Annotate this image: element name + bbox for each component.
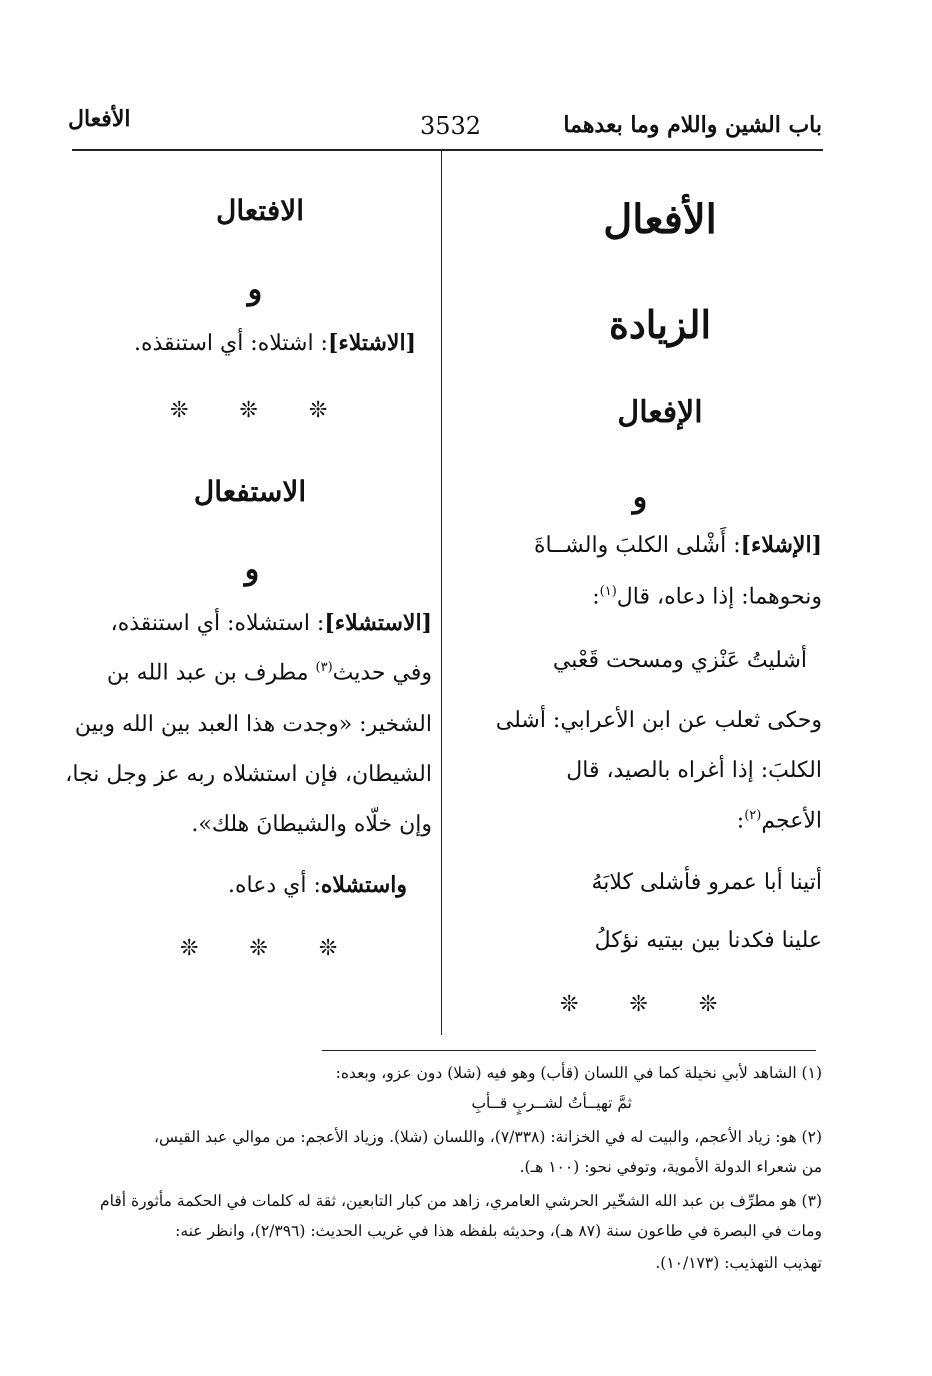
footnote-3-cont-2: تهذيب التهذيب: (١٠/١٧٣). [655,1254,822,1272]
right-para-line-3-end: : [736,808,745,834]
right-waw: و [632,480,648,515]
right-para-line-3 [737,808,822,833]
footnote-ref-1: (١) [599,584,617,599]
left-line-2-end: مطرف بن عبد الله بن [106,660,309,686]
verse-2: أتينا أبا عمرو فأشلى كلابَهُ [591,870,822,895]
right-title-afaal: الأفعال [603,196,717,243]
right-line-2 [592,584,822,609]
footnote-1-verse: ثمَّ تهيــأتُ لشــربٍ قــأبِ [471,1094,632,1112]
right-line-2-text: ونحوهما: إذا دعاه، قال [616,584,822,610]
left-stars-divider-1: ❊ ❊ ❊ [170,398,350,423]
running-head-right: باب الشين واللام وما بعدهما [563,112,822,138]
left-line-4: الشيطان، فإن استشلاه ربه عز وجل نجا، [65,762,432,787]
footnote-rule [322,1050,816,1051]
right-line-2-end: : [592,584,600,610]
left-line-2 [107,660,432,685]
left-line-6 [228,872,407,898]
left-line-2-text: وفي حديث [332,660,432,686]
left-stars-divider-2: ❊ ❊ ❊ [180,936,360,961]
page-number: 3532 [420,112,482,140]
footnote-3-cont: ومات في البصرة في طاعون سنة (٨٧ هـ)، وحديثه بلفظه هذا في غريب الحديث: (٢/٣٩٦)، وانظر عنه: [175,1222,822,1240]
left-title-istifaal: الاستفعال [193,475,307,508]
left-title-iftial: الافتعال [216,194,304,227]
footnote-ref-3: (٣) [315,660,333,675]
entry-ishtilaa [134,330,416,356]
running-head-left: الأفعال [68,106,131,132]
entry-keyword: [الإشلاء] [740,532,822,558]
footnote-3: (٣) هو مطرِّف بن عبد الله الشخّير الحرشي العامري، زاهد من كبار التابعين، ثقة له كلمات في الحكمة مأثورة أقام [100,1192,822,1210]
entry-istishlaa-keyword: [الاستشلاء] [324,610,432,636]
entry-ishtilaa-keyword: [الاشتلاء] [327,330,416,356]
entry-istishlaa-text: : استشلاه: أي استنقذه، [110,611,325,636]
left-waw-2: و [244,552,260,587]
column-divider [441,149,442,1035]
footnote-2: (٢) هو: زياد الأعجم، والبيت له في الخزانة: (٧/٣٣٨)، واللسان (شلا). وزياد الأعجم: من موالي عبد القيس، [153,1128,822,1146]
footnote-2-cont: من شعراء الدولة الأموية، وتوفي نحو: (١٠٠ هـ). [519,1158,822,1176]
header-rule [72,149,823,151]
right-title-ziyada: الزيادة [608,302,712,347]
right-para-line-1: وحكى ثعلب عن ابن الأعرابي: أشلى [495,708,822,733]
entry-ishlaa [534,532,822,558]
entry-ishtilaa-text: : اشتلاه: أي استنقذه. [133,331,328,356]
left-line-6-text: : أي دعاه. [228,873,321,898]
right-para-line-2: الكلبَ: إذا أغراه بالصيد، قال [566,758,822,783]
entry-text: : أَشْلى الكلبَ والشــاةَ [534,533,741,558]
footnote-1: (١) الشاهد لأبي نخيلة كما في اللسان (قأب) وهو فيه (شلا) دون عزو، وبعده: [335,1064,822,1082]
verse-3: علينا فكدنا بين بيتيه نؤكلُ [594,928,822,953]
footnote-ref-2: (٢) [744,808,762,823]
verse-1: أشليتُ عَنْزي ومسحت قَعْبي [552,648,807,673]
left-line-3: الشخير: «وجدت هذا العبد بين الله وبين [74,712,432,737]
right-title-ifaal: الإفعال [617,395,703,430]
right-stars-divider: ❊ ❊ ❊ [560,992,740,1017]
left-waw-1: و [247,272,263,307]
right-para-line-3-text: الأعجم [761,808,822,834]
entry-istishlaa [111,610,432,636]
istishlaah-keyword: واستشلاه [320,872,407,898]
left-line-5: وإن خلّاه والشيطانَ هلك». [191,812,432,837]
